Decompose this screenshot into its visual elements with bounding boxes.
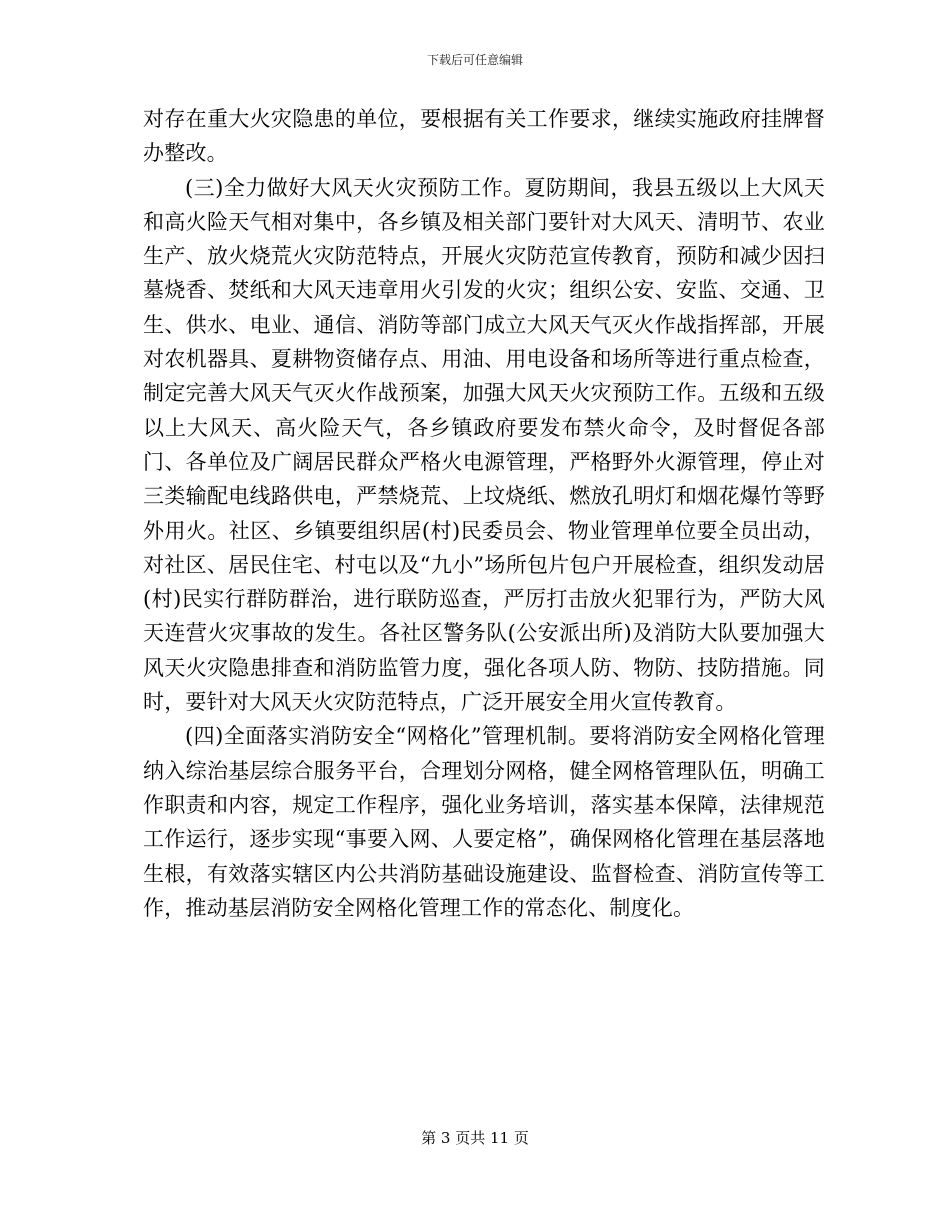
paragraph-3: (四)全面落实消防安全“网格化”管理机制。要将消防安全网格化管理纳入综治基层综合服务平台，合理划分网格，健全网格管理队伍，明确工作职责和内容，规定工作程序，强化业务培训，落实基本保障，法律规范工作运行，逐步实现“事要入网、人要定格”，确保网格化管理在基层落地生根，有效落实辖区内公共消防基础设施建设、监督检查、消防宣传等工作，推动基层消防安全网格化管理工作的常态化、制度化。 <box>143 724 825 920</box>
document-body <box>143 102 825 925</box>
paragraph-2: (三)全力做好大风天火灾预防工作。夏防期间，我县五级以上大风天和高火险天气相对集中，各乡镇及相关部门要针对大风天、清明节、农业生产、放火烧荒火灾防范特点，开展火灾防范宣传教育，预防和减少因扫墓烧香、焚纸和大风天违章用火引发的火灾；组织公安、安监、交通、卫生、供水、电业、通信、消防等部门成立大风天气灭火作战指挥部，开展对农机器具、夏耕物资储存点、用油、用电设备和场所等进行重点检查，制定完善大风天气灭火作战预案，加强大风天火灾预防工作。五级和五级以上大风天、高火险天气，各乡镇政府要发布禁火命令，及时督促各部门、各单位及广阔居民群众严格火电源管理，严格野外火源管理，停止对三类输配电线路供电，严禁烧荒、上坟烧纸、燃放孔明灯和烟花爆竹等野外用火。社区、乡镇要组织居(村)民委员会、物业管理单位要全员出动，对社区、居民住宅、村屯以及“九小”场所包片包户开展检查，组织发动居(村)民实行群防群治，进行联防巡查，严厉打击放火犯罪行为，严防大风天连营火灾事故的发生。各社区警务队(公安派出所)及消防大队要加强大风天火灾隐患排查和消防监管力度，强化各项人防、物防、技防措施。同时，要针对大风天火灾防范特点，广泛开展安全用火宣传教育。 <box>143 175 825 715</box>
page-number-footer: 第 3 页共 11 页 <box>421 1129 529 1147</box>
page-header: 下载后可任意编辑 <box>426 53 523 67</box>
paragraph-1: 对存在重大火灾隐患的单位，要根据有关工作要求，继续实施政府挂牌督办整改。 <box>143 107 825 166</box>
